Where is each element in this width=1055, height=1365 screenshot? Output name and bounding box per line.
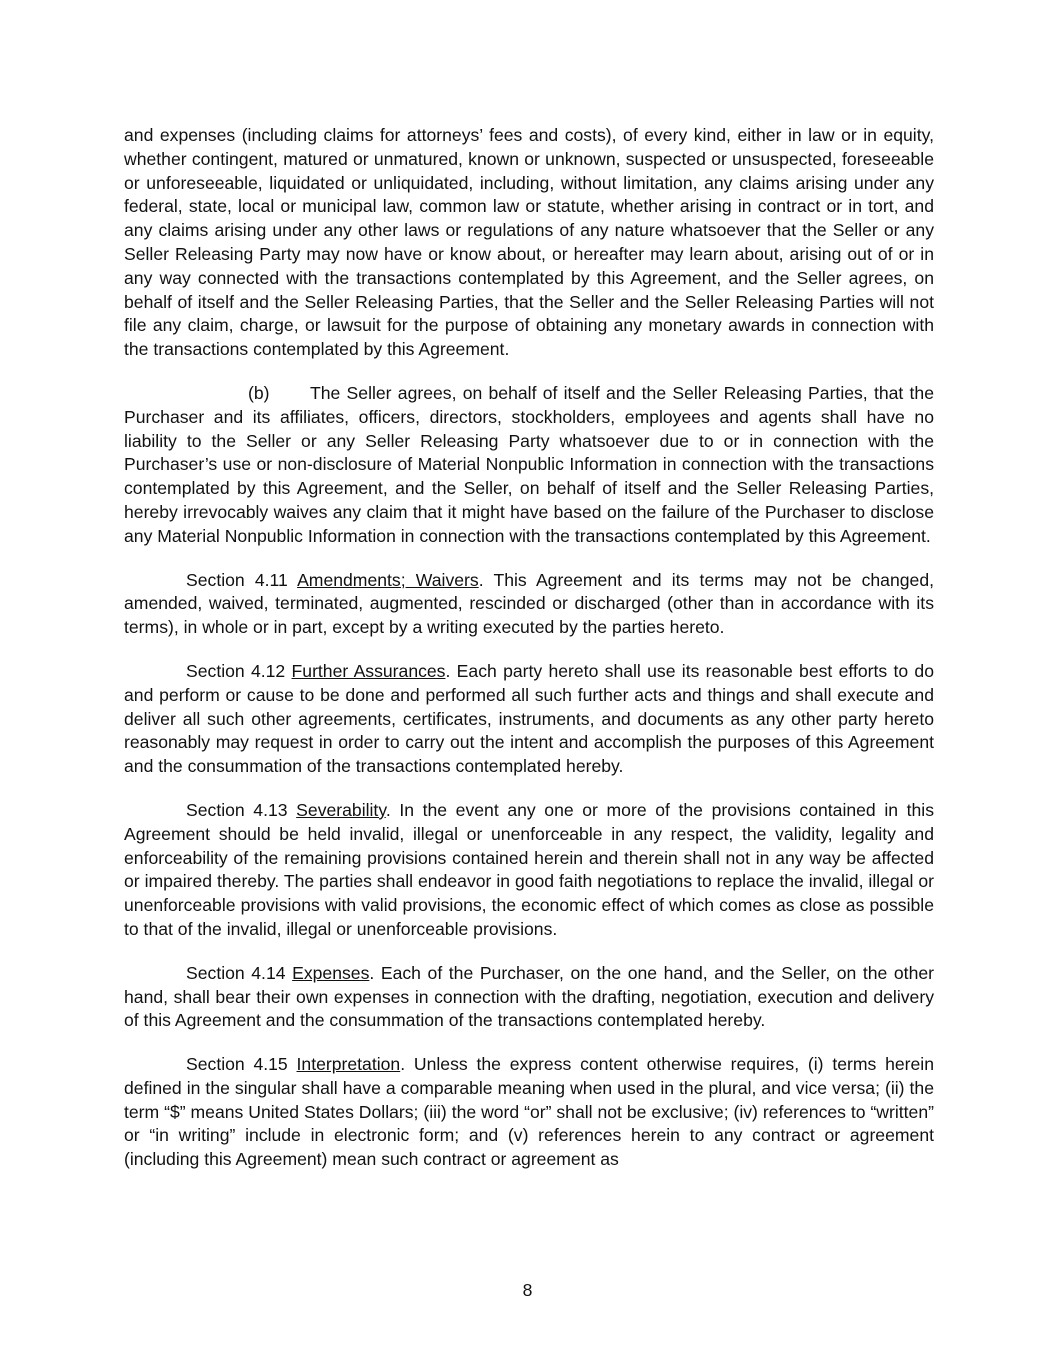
section-heading: Expenses <box>292 962 370 983</box>
section-4-12 <box>124 660 934 779</box>
paragraph-b-label: (b) <box>248 382 270 403</box>
section-heading: Interpretation <box>296 1054 401 1075</box>
section-heading: Further Assurances <box>291 660 446 681</box>
section-heading: Amendments; Waivers <box>297 569 479 590</box>
paragraph-b-text: The Seller agrees, on behalf of itself and the Seller Releasing Parties, that the Purchaser and its affiliates, officers, directors, stockholders, employees and agents shall have no liability to the Seller or any Seller Releasing Party whatsoever due to or in connection with the Purchaser’s use or non-disclosure of Material Nonpublic Information in connection with the transactions contemplated by this Agreement, and the Seller, on behalf of itself and the Seller Releasing Parties, hereby irrevocably waives any claim that it might have based on the failure of the Purchaser to disclose any Material Nonpublic Information in connection with the transactions contemplated by this Agreement. <box>124 382 934 546</box>
section-4-15 <box>124 1053 934 1172</box>
section-4-11 <box>124 569 934 640</box>
section-number: Section 4.12 <box>186 660 286 681</box>
section-number: Section 4.14 <box>186 962 286 983</box>
section-number: Section 4.15 <box>186 1054 288 1075</box>
page-number: 8 <box>522 1280 533 1300</box>
continued-paragraph: and expenses (including claims for attorneys’ fees and costs), of every kind, either in law or in equity, whether contingent, matured or unmatured, known or unknown, suspected or unsuspected, foreseeable or unforeseeable, liquidated or unliquidated, including, without limitation, any claims arising under any federal, state, local or municipal law, common law or statute, whether arising in contract or in tort, and any claims arising under any other laws or regulations of any nature whatsoever that the Seller or any Seller Releasing Party may now have or know about, or hereafter may learn about, arising out of or in any way connected with the transactions contemplated by this Agreement, and the Seller agrees, on behalf of itself and the Seller Releasing Parties, that the Seller and the Seller Releasing Parties will not file any claim, charge, or lawsuit for the purpose of obtaining any monetary awards in connection with the transactions contemplated by this Agreement. <box>124 125 934 360</box>
section-number: Section 4.13 <box>186 799 288 820</box>
section-4-14 <box>124 962 934 1033</box>
section-number: Section 4.11 <box>186 569 288 590</box>
section-text: . Each of the Purchaser, on the one hand, and the Seller, on the other hand, shall bear their own expenses in connection with the drafting, negotiation, execution and delivery of this Agreement and the consummation of the transactions contemplated hereby. <box>124 962 934 1031</box>
section-text: . Unless the express content otherwise requires, (i) terms herein defined in the singular shall have a comparable meaning when used in the plural, and vice versa; (ii) the term “$” means United States Dollars; (iii) the word “or” shall not be exclusive; (iv) references to “written” or “in writing” include in electronic form; and (v) references herein to any contract or agreement (including this Agreement) mean such contract or agreement as <box>124 1054 934 1170</box>
section-text: . This Agreement and its terms may not be changed, amended, waived, terminated, augmented, rescinded or discharged (other than in accordance with its terms), in whole or in part, except by a writing executed by the parties hereto. <box>124 569 934 638</box>
section-4-13 <box>124 799 934 942</box>
section-text: . In the event any one or more of the provisions contained in this Agreement should be held invalid, illegal or unenforceable in any respect, the validity, legality and enforceability of the remaining provisions contained herein and therein shall not in any way be affected or impaired thereby. The parties shall endeavor in good faith negotiations to replace the invalid, illegal or unenforceable provisions with valid provisions, the economic effect of which comes as close as possible to that of the invalid, illegal or unenforceable provisions. <box>124 799 935 939</box>
section-heading: Severability <box>296 799 386 820</box>
section-text: . Each party hereto shall use its reasonable best efforts to do and perform or cause to be done and performed all such further acts and things and shall execute and deliver all such other agreements, certificates, instruments, and documents as any other party hereto reasonably may request in order to carry out the intent and accomplish the purposes of this Agreement and the consummation of the transactions contemplated hereby. <box>124 660 934 777</box>
paragraph-b <box>124 382 934 549</box>
document-page <box>124 124 934 1192</box>
